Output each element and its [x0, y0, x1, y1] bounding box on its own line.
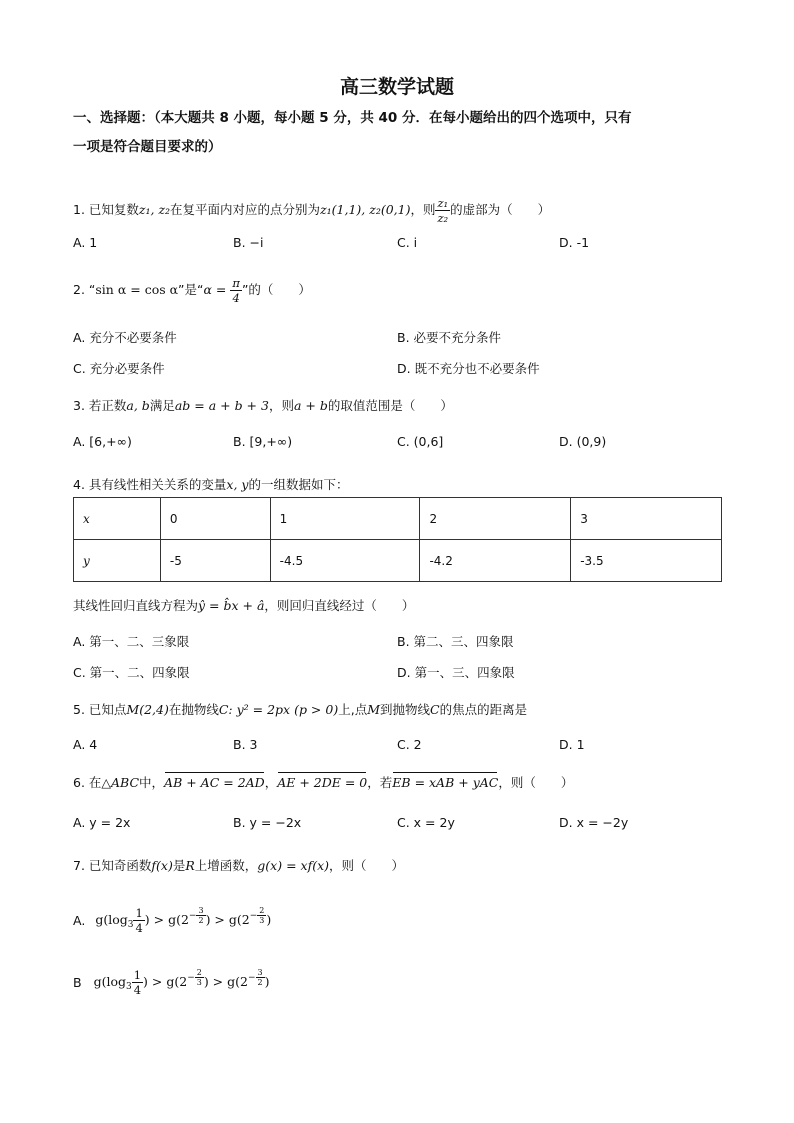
q2-frac-num: π: [232, 276, 240, 290]
table-cell: 2: [420, 498, 571, 540]
q6-eq3: EB = xAB + yAC: [392, 775, 499, 790]
table-row-y: [74, 540, 722, 582]
section-heading-line1: 一、选择题：（本大题共 8 小题，每小题 5 分，共 40 分．在每小题给出的四个选项中，只有: [73, 110, 632, 126]
q3-option-b: B. [9,+∞): [233, 434, 293, 449]
q5-pm: M: [367, 702, 381, 717]
q6-eq1: AB + AC = 2AD: [164, 775, 265, 790]
q7-gx: g(x) = xf(x): [257, 858, 330, 873]
q2-expr1: sin α = cos α: [95, 282, 179, 297]
q5-prefix: 5. 已知点: [73, 702, 127, 717]
q3-option-a: A. [6,+∞): [73, 434, 132, 449]
q3-mid2: ，则: [268, 398, 294, 413]
q7-fx: f(x): [151, 858, 173, 873]
q1-option-a: A. 1: [73, 235, 98, 250]
q3-option-d: D. (0,9): [559, 434, 607, 449]
q5-point: M(2,4): [126, 702, 169, 717]
q1-mid: 在复平面内对应的点分别为: [170, 202, 321, 217]
q1-option-b: B. −i: [233, 235, 264, 250]
q6-option-c: C. x = 2y: [397, 815, 455, 830]
q1-frac-num: z₁: [437, 196, 449, 210]
q2-mid: ”是“: [178, 282, 204, 297]
table-row-x: [74, 498, 722, 540]
q7-option-b: [73, 962, 270, 1002]
q6-mid: 中，: [139, 775, 165, 790]
q3-expr: a + b: [293, 398, 328, 413]
q6-option-a: A. y = 2x: [73, 815, 131, 830]
q6-suffix: ，则（ ）: [498, 775, 574, 790]
q5-curve: C: y² = 2px (p > 0): [218, 702, 339, 717]
q4-option-d: D. 第一、三、四象限: [397, 665, 515, 680]
q5-suffix: 的焦点的距离是: [439, 702, 528, 717]
q4-option-c: C. 第一、二、四象限: [73, 665, 190, 680]
q6-tri: △ABC: [101, 775, 140, 790]
table-cell: 1: [270, 498, 420, 540]
data-table: [73, 497, 722, 582]
q5-option-c: C. 2: [397, 737, 422, 752]
q3-eq: ab = a + b + 3: [174, 398, 269, 413]
q3-vars: a, b: [126, 398, 150, 413]
q2-frac-den: 4: [232, 291, 240, 305]
q7-option-a-label: A.: [73, 912, 86, 928]
q6-prefix: 6. 在: [73, 775, 102, 790]
question-5: [73, 700, 527, 718]
q5-option-d: D. 1: [559, 737, 585, 752]
q1-points: z₁(1,1), z₂(0,1): [320, 202, 411, 217]
q2-option-a: A. 充分不必要条件: [73, 330, 177, 345]
q2-fraction: [230, 276, 242, 305]
q1-fraction: [435, 196, 450, 225]
q5-option-b: B. 3: [233, 737, 258, 752]
q5-mid: 在抛物线: [168, 702, 219, 717]
q4-option-a: A. 第一、二、三象限: [73, 634, 190, 649]
q4-vars: x, y: [226, 477, 249, 492]
q3-option-c: C. (0,6]: [397, 434, 444, 449]
q2-expr2: α =: [203, 282, 227, 297]
table-cell: 3: [571, 498, 722, 540]
q7-option-a-formula: $g(\log_3$ $\frac{1}{4}$ ) > $g(2^{- \frac{3}{2}}$ ) > $g(2^{- \frac{2}{3}}$ ): [95, 905, 272, 935]
q2-suffix: ”的（ ）: [241, 282, 311, 297]
q3-prefix: 3. 若正数: [73, 398, 127, 413]
q1-prefix: 1. 已知复数: [73, 202, 139, 217]
table-cell: 0: [160, 498, 270, 540]
table-cell: -4.5: [270, 540, 420, 582]
q1-then: ，则: [410, 202, 436, 217]
q7-option-b-formula: $g(\log_3$ $\frac{1}{4}$ ) > $g(2^{- \frac{2}{3}}$ ) > $g(2^{- \frac{3}{2}}$ ): [93, 967, 270, 997]
table-cell: y: [74, 540, 161, 582]
question-7: [73, 856, 404, 874]
q7-suffix: ，则（ ）: [329, 858, 405, 873]
question-2: [73, 276, 311, 305]
question-3: [73, 396, 453, 414]
table-cell: x: [74, 498, 161, 540]
q1-vars: z₁, z₂: [138, 202, 171, 217]
table-cell: -3.5: [571, 540, 722, 582]
q1-suffix: 的虚部为（ ）: [450, 202, 551, 217]
q7-mid: 是: [172, 858, 186, 873]
q7-R: R: [185, 858, 195, 873]
table-cell: -5: [160, 540, 270, 582]
q5-mid3: 到抛物线: [380, 702, 431, 717]
q6-mid2: ，若: [367, 775, 393, 790]
q6-eq2: AE + 2DE = 0: [277, 775, 368, 790]
q7-prefix: 7. 已知奇函数: [73, 858, 152, 873]
page-title: 高三数学试题: [339, 76, 454, 98]
q4-regression-line: [73, 596, 414, 614]
table-cell: -4.2: [420, 540, 571, 582]
q7-option-a: [73, 900, 271, 940]
q5-pc: C: [430, 702, 440, 717]
section-heading-line2: 一项是符合题目要求的）: [73, 139, 222, 155]
question-4: [73, 475, 348, 493]
q4-line2-eq: ŷ = b̂x + â: [198, 598, 265, 613]
q1-option-d: D. -1: [559, 235, 590, 250]
q2-option-c: C. 充分必要条件: [73, 361, 165, 376]
q2-prefix: 2. “: [73, 282, 96, 297]
q3-suffix: 的取值范围是（ ）: [327, 398, 453, 413]
q7-mid2: 上增函数，: [194, 858, 258, 873]
q6-option-b: B. y = −2x: [233, 815, 302, 830]
q4-option-b: B. 第二、三、四象限: [397, 634, 514, 649]
q3-mid: 满足: [149, 398, 175, 413]
q6-option-d: D. x = −2y: [559, 815, 629, 830]
q6-sep: ，: [264, 775, 278, 790]
question-6: [73, 773, 573, 791]
question-1: [73, 196, 550, 225]
q4-line2-prefix: 其线性回归直线方程为: [73, 598, 199, 613]
q5-option-a: A. 4: [73, 737, 98, 752]
q2-option-b: B. 必要不充分条件: [397, 330, 502, 345]
q1-option-c: C. i: [397, 235, 418, 250]
q1-frac-den: z₂: [437, 211, 449, 225]
q5-mid2: 上,点: [338, 702, 368, 717]
q2-option-d: D. 既不充分也不必要条件: [397, 361, 540, 376]
q7-option-b-label: B: [73, 974, 82, 990]
q4-line2-suffix: ，则回归直线经过（ ）: [264, 598, 415, 613]
q4-suffix: 的一组数据如下：: [248, 477, 349, 492]
q4-prefix: 4. 具有线性相关关系的变量: [73, 477, 227, 492]
